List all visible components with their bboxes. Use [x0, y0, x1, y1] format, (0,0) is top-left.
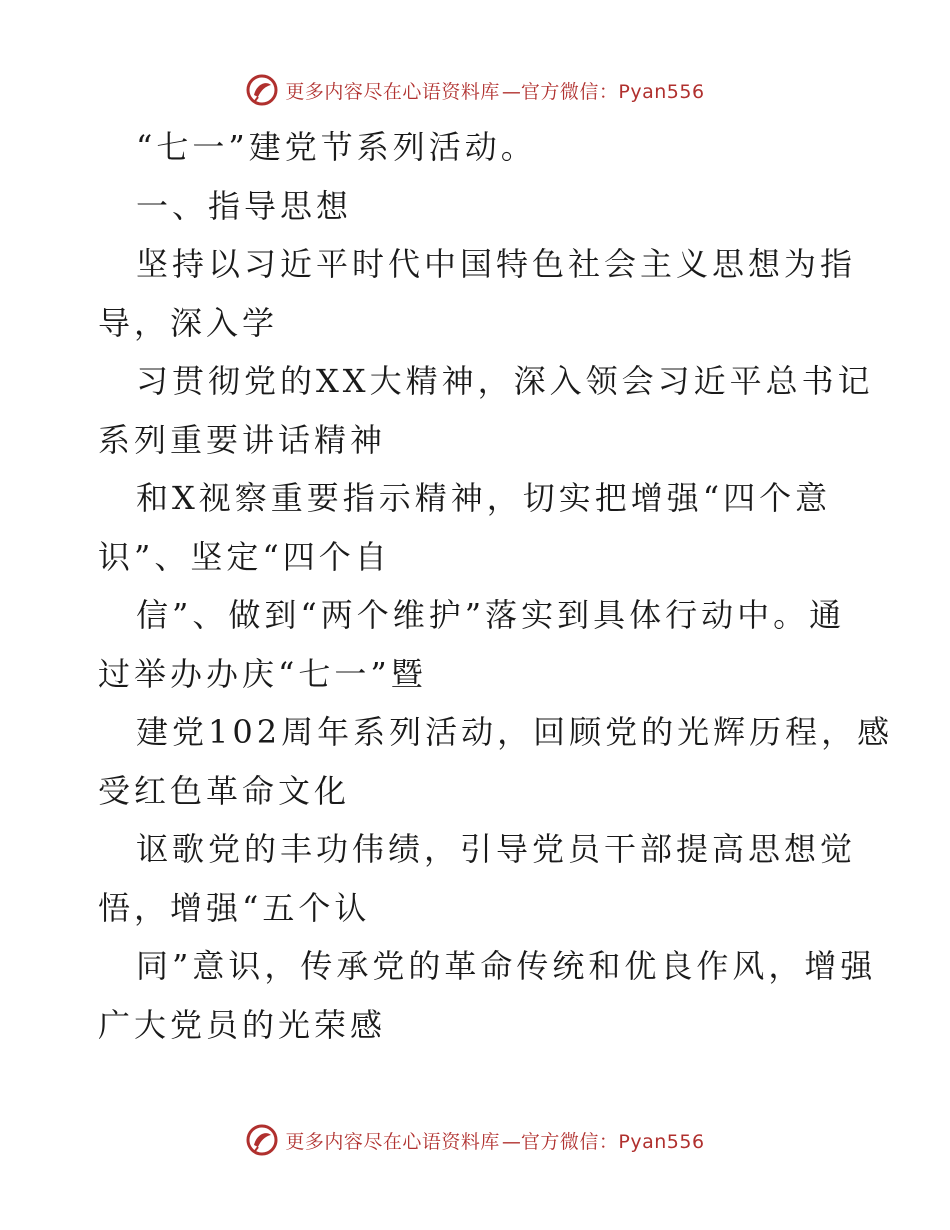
header-text: [285, 77, 704, 104]
body-line: 坚持以习近平时代中国特色社会主义思想为指: [136, 245, 857, 283]
body-line: 导，深入学: [98, 303, 279, 342]
body-line: 建党102周年系列活动，回顾党的光辉历程，感: [136, 713, 894, 751]
body-line: 习贯彻党的XX大精神，深入领会习近平总书记: [136, 362, 874, 400]
document-body: [98, 118, 894, 1054]
footer-dash: —: [501, 1130, 519, 1153]
body-line: 信”、做到“两个维护”落实到具体行动中。通: [136, 596, 846, 634]
footer-banner: [0, 1120, 950, 1160]
header-wechat-text: 官方微信：Pyan556: [520, 80, 705, 103]
header-site-text: 更多内容尽在心语资料库: [285, 80, 500, 103]
body-line: 识”、坚定“四个自: [98, 537, 391, 576]
body-line: 过举办办庆“七一”暨: [98, 654, 427, 693]
footer-wechat-text: 官方微信：Pyan556: [520, 1130, 705, 1153]
body-line-heading: 一、指导思想: [136, 186, 353, 225]
body-line: 讴歌党的丰功伟绩，引导党员干部提高思想觉: [136, 830, 857, 868]
logo-icon: [245, 1123, 279, 1157]
body-line: 和X视察重要指示精神，切实把增强“四个意: [136, 479, 832, 517]
header-banner: [0, 70, 950, 110]
body-line-title: “七一”建党节系列活动。: [136, 128, 537, 166]
body-line: 受红色革命文化: [98, 771, 351, 810]
logo-icon: [245, 73, 279, 107]
footer-text: [285, 1127, 704, 1154]
footer-site-text: 更多内容尽在心语资料库: [285, 1130, 500, 1153]
body-line: 同”意识，传承党的革命传统和优良作风，增强: [136, 947, 877, 985]
body-line: 系列重要讲话精神: [98, 420, 387, 459]
header-dash: —: [501, 80, 519, 103]
body-line: 悟，增强“五个认: [98, 888, 371, 927]
body-line: 广大党员的光荣感: [98, 1005, 387, 1044]
